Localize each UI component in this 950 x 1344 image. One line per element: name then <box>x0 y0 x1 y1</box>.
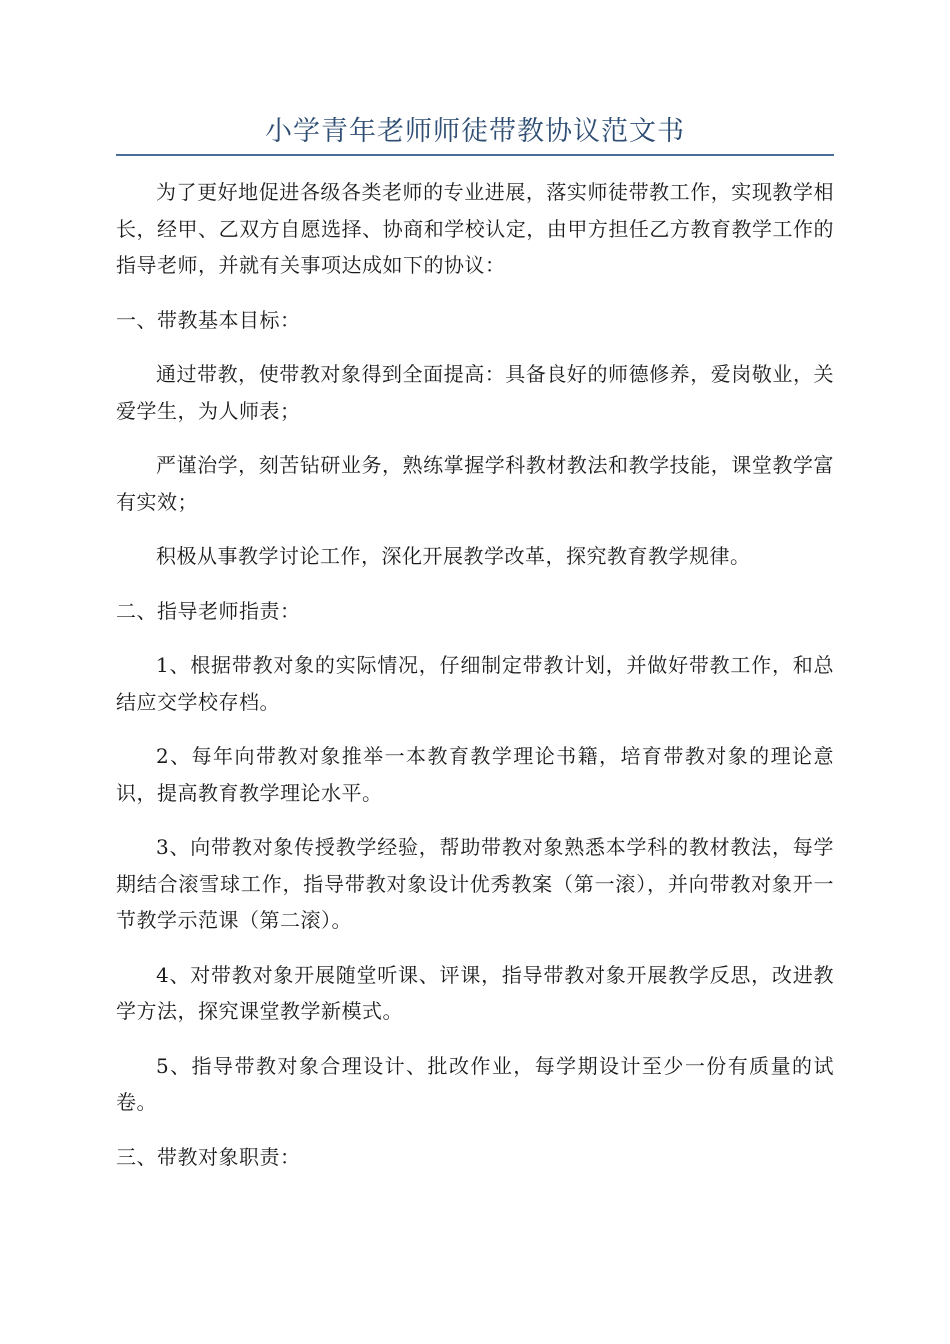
paragraph: 积极从事教学讨论工作，深化开展教学改革，探究教育教学规律。 <box>156 544 751 568</box>
list-item: 1、根据带教对象的实际情况，仔细制定带教计划，并做好带教工作，和总结应交学校存档。 <box>116 653 834 714</box>
list-item: 4、对带教对象开展随堂听课、评课，指导带教对象开展教学反思，改进教学方法，探究课堂教学新模式。 <box>116 962 834 1023</box>
section-heading-3: 三、带教对象职责： <box>116 1144 301 1169</box>
paragraph: 通过带教，使带教对象得到全面提高：具备良好的师德修养，爱岗敬业，关爱学生，为人师表； <box>116 362 834 423</box>
list-item: 5、指导带教对象合理设计、批改作业，每学期设计至少一份有质量的试卷。 <box>116 1053 834 1114</box>
paragraph: 严谨治学，刻苦钻研业务，熟练掌握学科教材教法和教学技能，课堂教学富有实效； <box>116 453 834 514</box>
document-body <box>116 174 834 1193</box>
section-heading-2: 二、指导老师指责： <box>116 598 301 623</box>
list-item: 3、向带教对象传授教学经验，帮助带教对象熟悉本学科的教材教法，每学期结合滚雪球工作，指导带教对象设计优秀教案（第一滚），并向带教对象开一节教学示范课（第二滚）。 <box>116 835 834 932</box>
title-underline <box>116 154 834 156</box>
document-title: 小学青年老师师徒带教协议范文书 <box>265 116 685 147</box>
list-item: 2、每年向带教对象推举一本教育教学理论书籍，培育带教对象的理论意识，提高教育教学理论水平。 <box>116 744 834 805</box>
intro-paragraph: 为了更好地促进各级各类老师的专业进展，落实师徒带教工作，实现教学相长，经甲、乙双方自愿选择、协商和学校认定，由甲方担任乙方教育教学工作的指导老师，并就有关事项达成如下的协议： <box>116 180 834 277</box>
section-heading-1: 一、带教基本目标： <box>116 307 301 332</box>
